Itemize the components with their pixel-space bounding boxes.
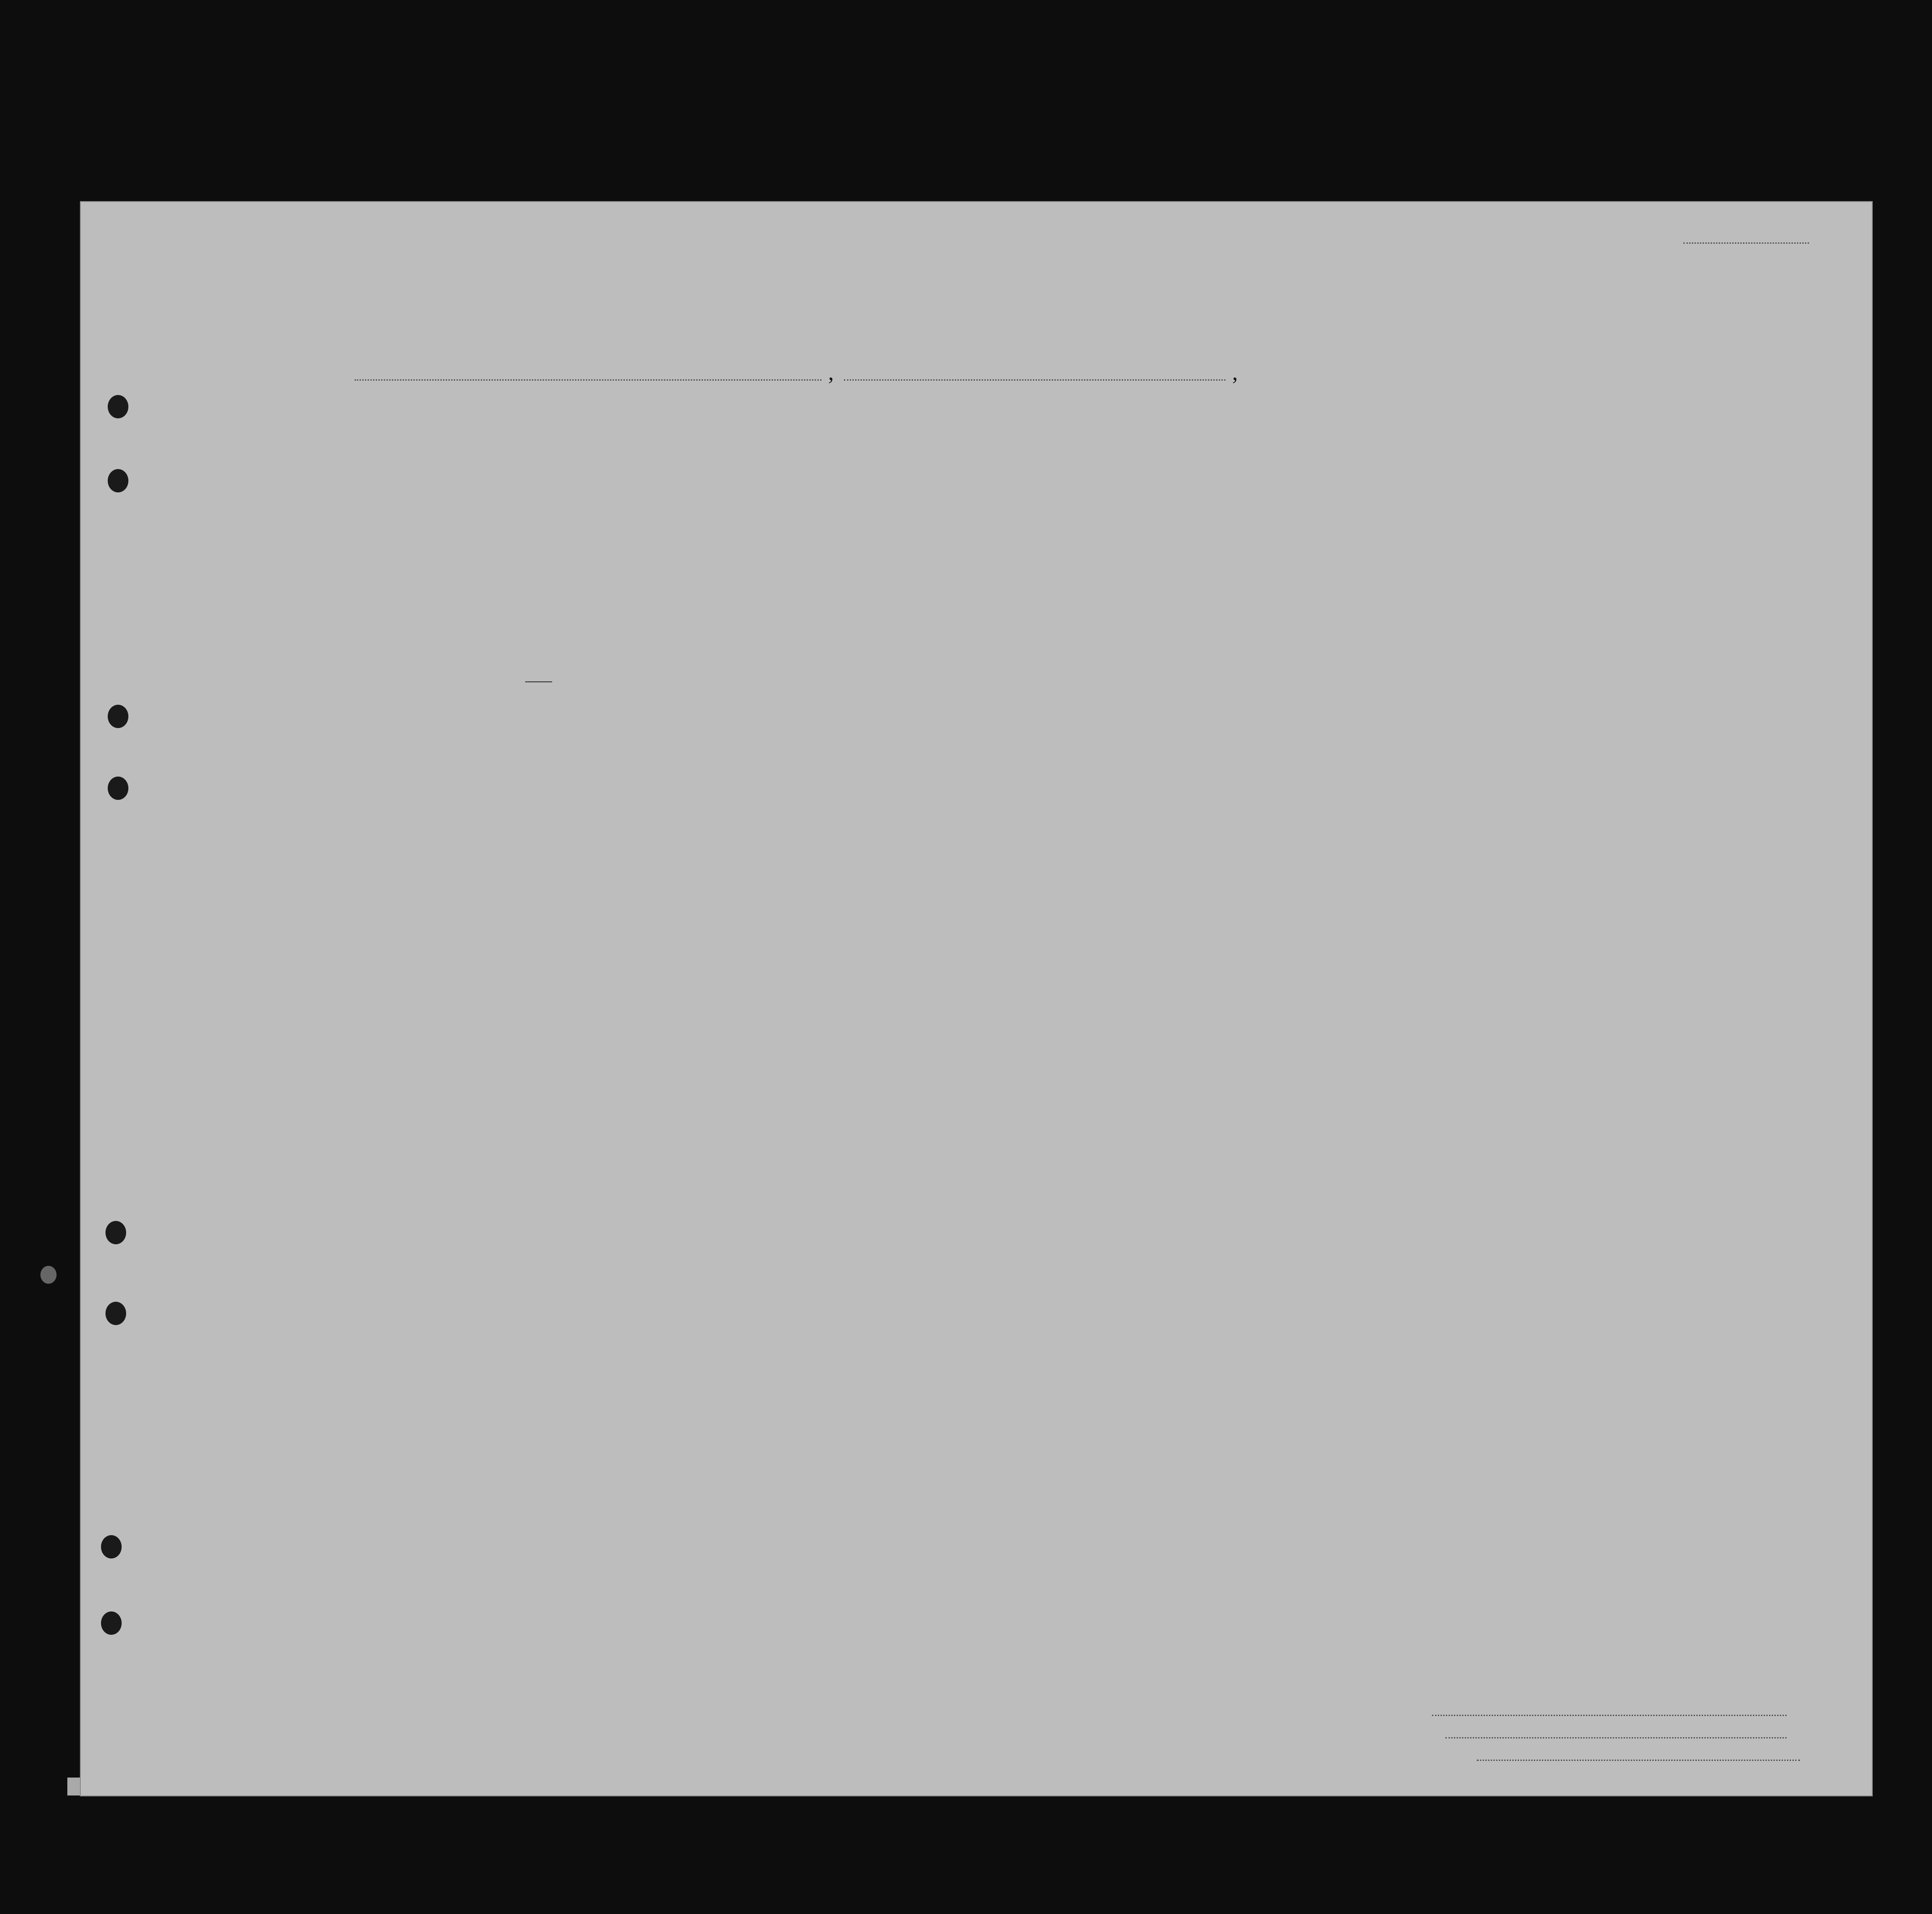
city-dash bbox=[525, 681, 552, 682]
punch-hole bbox=[101, 1611, 122, 1635]
punch-hole bbox=[105, 1302, 126, 1325]
manifest-grid bbox=[81, 202, 1872, 1795]
punch-hole bbox=[101, 1535, 122, 1558]
punch-hole bbox=[108, 777, 128, 800]
owners-underline bbox=[1445, 1737, 1787, 1738]
comma-2: , bbox=[1232, 360, 1238, 385]
punch-hole bbox=[108, 395, 128, 418]
manifest-sheet bbox=[81, 202, 1872, 1795]
comma: , bbox=[828, 360, 834, 385]
punch-hole bbox=[40, 1266, 57, 1284]
punch-hole bbox=[108, 705, 128, 728]
agents-underline bbox=[1477, 1760, 1800, 1761]
punch-hole bbox=[105, 1221, 126, 1244]
line-underline bbox=[1432, 1715, 1787, 1716]
punch-hole bbox=[108, 469, 128, 492]
